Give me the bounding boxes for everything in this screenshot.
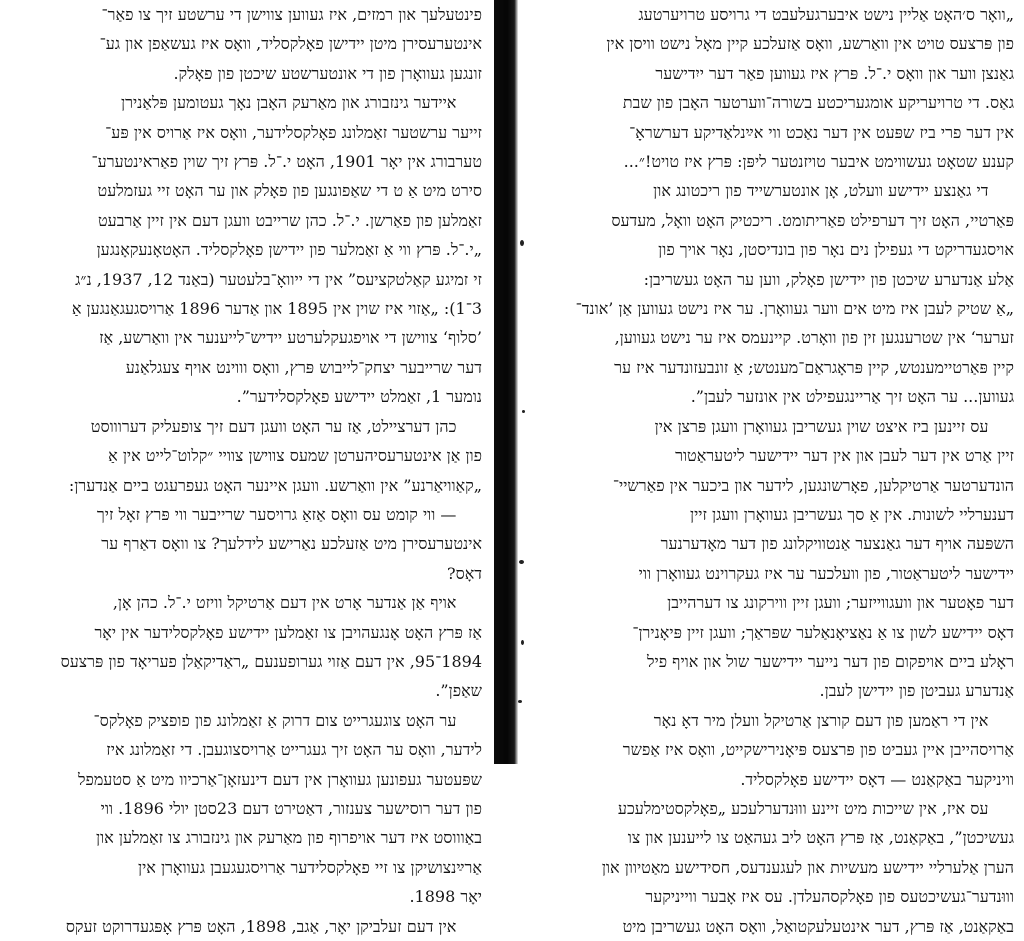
paragraph: פינטעלעך און רמזים, איז געווען צווישן די ערשטע זיך צו פאַר־ אינטערעסירן מיטן יידישן פאָלקסליד, וואָס איז געשאַפן און גע־ זונגען געוואָרן פון די אונטערשטע שיכטן פון פאָלק. [99, 5, 482, 83]
scan-speck [518, 700, 522, 703]
book-gutter [490, 0, 538, 764]
gutter-shadow [494, 0, 518, 764]
scan-speck [519, 560, 524, 564]
paragraph: — ווי קומט עס וואָס אַזאַ גרויסער שרייבער ווי פּרץ זאָל זיך אינטערעסירן מיט אַזעלכע נאַרישע לידלעך? צו וואָס דאַרף ער דאָס? [96, 504, 482, 583]
paragraph: אין די ראַמען פון דעם קורצן אַרטיקל וועלן מיר דאָ נאָר אַרויסהייבן איין געביט פון פּרצעס פּיאָנירישקייט, וואָס איז אַפשר וויניקער באַקאַנט — דאָס יידישע פאָלקסליד. [622, 710, 1014, 789]
paragraph: אויף אַן אַנדער אָרט אין דעם אַרטיקל וויזט י.־ל. כהן אָן, אַז פּרץ האָט אָנגעהויבן צו זאַמלען יידישע פאָלקסלידער אין יאָר 1894־95, אין דעם אַזוי גערופענעם „ראַדיקאַלן פעריאָד פון פּרצעס שאַפן”. [60, 593, 482, 701]
paragraph: „וואָר ס׳האָט אַליין נישט איבערגעלעבט די גרויסע טרויערטעג פון פּרצעס טויט אין וואַרשע, וואָס אַזעלכע קיין מאָל נישט וויסן אין גאַנצן ווער און וואָס י.־ל. פּרץ איז געווען פאַר דער ייִדישער גאַס. די טרויעריקע אומגעריכטע בשורה־ווערטער האָבן פון שבת אין דער פרי ביז שפּעט אין דער נאַכט ווי אײַנלאַדיקע דערשראָ־ קענע שטאָט געשווימט איבער טויזנטער ליפּן: פּרץ איז טויט!״... [606, 5, 1014, 172]
right-page [540, 0, 1024, 936]
scan-speck [522, 410, 525, 413]
paragraph: עס איז, אין שייכות מיט זיינע וווּנדערלעכע „פאָלקסטימלעכע געשיכטן”, באַקאַנט, אַז פּרץ האָט ליב געהאַט צו לייענען און צו הערן אַלערליי יידישע מעשיות און לעגענדעס, חסידישע מאַטיוון און וווּנדער־געשיכטעס פון פאָלקסהעלדן. עס איז אָבער ווייניקער באַקאַנט, אַז פּרץ, דער אינטעלעקטואַל, וואָס האָט געשריבן מיט [601, 798, 1014, 936]
left-page [0, 0, 488, 936]
paragraph: די גאַנצע יידישע וועלט, אָן אונטערשייד פון ריכטונג און פּאַרטיי, האָט זיך דערפילט פאַריתומט. ריכטיק האָט וואָל, מעדעס אויסגעדריקט די געפילן נים נאָר פון בונדיסטן, נאָר אויך פון אַלע אַנדערע שיכטן פון יידישן פאָלק, ווען ער האָט געשריבן: „אַ שטיק לעבן איז מיט אים ווער געוואָרן. ער איז נישט געווען אַן ’אונד־ זערער‘ אין שטרענגען זין פון וואָרט. קיינעמס איז ער נישט געווען, קיין פּאַרטיימענטש, קיין פּראָגראַם־מענטש; אַ זונבעזונדער איז ער געווען... ער האָט זיך אַריינגעפילט אין אונזער לעבן”. [575, 181, 1014, 407]
scan-speck [520, 240, 524, 246]
paragraph: איידער גינזבורג און מאַרעק האָבן נאָך געטומען פּלאַנירן זייער ערשטער זאַמלונג פאָלקסלידער, וואָס איז אַרויס אין פּע־ טערבורג אין יאָר 1901, האָט י.־ל. פּרץ זיך שוין פאַראינטערע־ סירט מיט אַ ט די שאַפונגען פון פאָלק און ער האָט זיי געזמלעט זאַמלען פון פאַרשן. י.־ל. כהן שרייבט וועגן דעם אין זיין אַרבעט „י.־ל. פּרץ ווי אַ זאַמלער פון יידישן פאָלקסליד. האָטאָנעקאָנגען זי זמיגע קאַלטקציעס” אין די ייוואָ־בלעטער (באַנד 12, 1937, נ״ג 3־1): „אַזוי איז שוין אין 1895 און אַדער 1896 אַרויסגעגאַנגען אַ ’סלוף‘ צווישן די אויפגעקלערטע יידיש־לייענער אין וואַרשע, אַז דער שרייבער יצחק־לייבוש פּרץ, וואָס וווינט אויף צעגלאַנע נומער 1, זאַמלט יידישע פאָלקסלידער”. [71, 93, 482, 407]
paragraph: אין דעם זעלביקן יאָר, אַגב, 1898, האָט פּרץ אָפּגעדרוקט זעקס [65, 916, 457, 936]
paragraph: כהן דערציילט, אַז ער האָט וועגן דעם זיך צופעליק דערוווסט פון אַן אינטערעסיהערטן שמעס צווישן צוויי ״קלוט־לייט אין אַ „קאַוויאַרנע” אין וואַרשע. וועגן איינער האָט געפרעגט ביים אַנדערן: [68, 416, 482, 495]
scan-speck [521, 640, 524, 645]
paragraph: עס זיינען ביז איצט שוין געשריבן געוואָרן וועגן פּרצן אין זיין אַרט אין דער לעבן און אין דער יידישער ליטעראַטור הונדערטער אַרטיקלען, פאָרשונגען, לידער און ביכער אין פאַרשיי־ דענערליי לשונות. אין אַ סך געשריבן געוואָרן וועגן זיין השפּעה אויף דער גאַנצער אַנטוויקלונג פון דער מאָדערנער יידישער ליטעראַטור, פון וועלכער ער איז געקרוינט געוואָרן ווי דער פאָטער און וועגווייזער; וועגן זיין ווירקונג צו דערהייבן דאָס יידישע לשון צו אַ נאַציאָנאַלער שפּראַך; וועגן זיין פּיאָנירן־ ראָלע ביים אויפקום פון דער נייער יידישער שול און אויף פיל אַנדערע געביטן פון יידישן לעבן. [612, 416, 1014, 701]
paragraph: ער האָט צוגעגרייט צום דרוק אַ זאַמלונג פון פופציק פאָלקס־ לידער, וואָס ער האָט זיך געגרייט אַרויסצוגעבן. די זאַמלונג איז שפּעטער געפונען געוואָרן אין דעם דינעזאָן־אַרכיוו מיט אַ סטעמפל פון דער רוסישער צענזור, דאַטירט דעם 23סטן יולי 1896. ווי באַוווסט איז דער אויפרוף פון מאַרעק און גינזבורג צו זאַמלען און אַרײַנצושיקן צו זיי פאָלקסלידער אַרויסגעגעבן געוואָרן אין יאָר 1898. [77, 710, 482, 907]
